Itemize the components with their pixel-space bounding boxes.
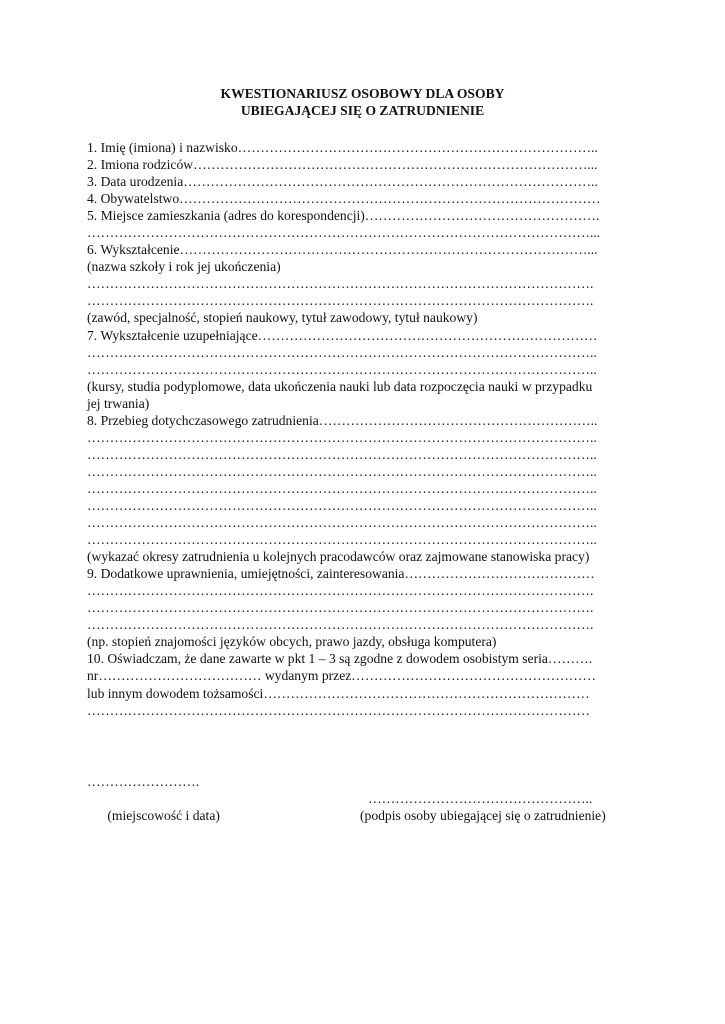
place-date-label: (miejscowość i data) [107, 807, 220, 823]
hint-additional-skills: (np. stopień znajomości języków obcych, prawo jazdy, obsługa komputera) [87, 634, 497, 650]
field-additional-education-line: ………………………………………………………………………………………………….. [87, 361, 597, 377]
document-title-line-2: UBIEGAJĄCEJ SIĘ O ZATRUDNIENIE [240, 103, 485, 118]
field-declaration-id: 10. Oświadczam, że dane zawarte w pkt 1 – 3 są zgodne z dowodem osobistym seria………. [87, 651, 593, 667]
field-additional-skills-line: …………………………………………………………………………………………………. [87, 600, 594, 616]
field-education-line: …………………………………………………………………………………………………. [87, 293, 594, 309]
field-residence: 5. Miejsce zamieszkania (adres do korespondencji)……………………………………………. [87, 208, 600, 224]
field-education-line: …………………………………………………………………………………………………. [87, 276, 594, 292]
field-additional-skills-line: …………………………………………………………………………………………………. [87, 583, 594, 599]
signature-dots: ………………………………………….. [368, 790, 593, 806]
field-additional-education-line: ………………………………………………………………………………………………….. [87, 344, 597, 360]
field-employment-line: ………………………………………………………………………………………………….. [87, 515, 597, 531]
field-employment-line: ………………………………………………………………………………………………….. [87, 532, 597, 548]
field-citizenship: 4. Obywatelstwo………………………………………………………………………………… [87, 191, 601, 207]
questionnaire-body [87, 139, 647, 824]
field-full-name: 1. Imię (imiona) i nazwisko…………………………………………………………………….. [87, 140, 598, 155]
field-birth-date: 3. Data urodzenia……………………………………………………………………………….. [87, 174, 598, 190]
hint-education-profession: (zawód, specjalność, stopień naukowy, tytuł zawodowy, tytuł naukowy) [87, 310, 478, 326]
field-parents-names: 2. Imiona rodziców……………………………………………………………………………... [87, 157, 598, 173]
field-additional-education: 7. Wykształcenie uzupełniające………………………………………………………………… [87, 327, 598, 343]
field-declaration-number: nr……………………………… wydanym przez……………………………………………… [87, 668, 596, 684]
field-education: 6. Wykształcenie………………………………………………………………………………... [87, 242, 598, 258]
field-employment-history: 8. Przebieg dotychczasowego zatrudnienia…………………………………………………….. [87, 412, 598, 428]
field-declaration-line: ………………………………………………………………………………………………… [87, 702, 590, 718]
hint-additional-education-continued: jej trwania) [87, 395, 150, 411]
field-additional-skills: 9. Dodatkowe uprawnienia, umiejętności, zainteresowania…………………………………… [87, 566, 595, 582]
field-employment-line: ………………………………………………………………………………………………….. [87, 446, 597, 462]
hint-employment-history: (wykazać okresy zatrudnienia u kolejnych pracodawców oraz zajmowane stanowiska pracy) [87, 549, 590, 565]
field-employment-line: ………………………………………………………………………………………………….. [87, 480, 597, 496]
field-residence-continued: …………………………………………………………………………………………………... [87, 225, 601, 241]
signature-label: (podpis osoby ubiegającej się o zatrudnienie) [360, 807, 606, 823]
hint-education-school: (nazwa szkoły i rok jej ukończenia) [87, 259, 281, 275]
hint-additional-education: (kursy, studia podyplomowe, data ukończenia nauki lub data rozpoczęcia nauki w przypadku [87, 378, 593, 394]
field-employment-line: ………………………………………………………………………………………………….. [87, 497, 597, 513]
field-declaration-other-id: lub innym dowodem tożsamości……………………………………………………………… [87, 685, 590, 701]
field-employment-line: ………………………………………………………………………………………………….. [87, 429, 597, 445]
field-additional-skills-line: …………………………………………………………………………………………………. [87, 617, 594, 633]
field-employment-line: ………………………………………………………………………………………………….. [87, 463, 597, 479]
document-title-line-1: KWESTIONARIUSZ OSOBOWY DLA OSOBY [220, 86, 505, 101]
place-date-dots: ……………………. [87, 773, 200, 789]
